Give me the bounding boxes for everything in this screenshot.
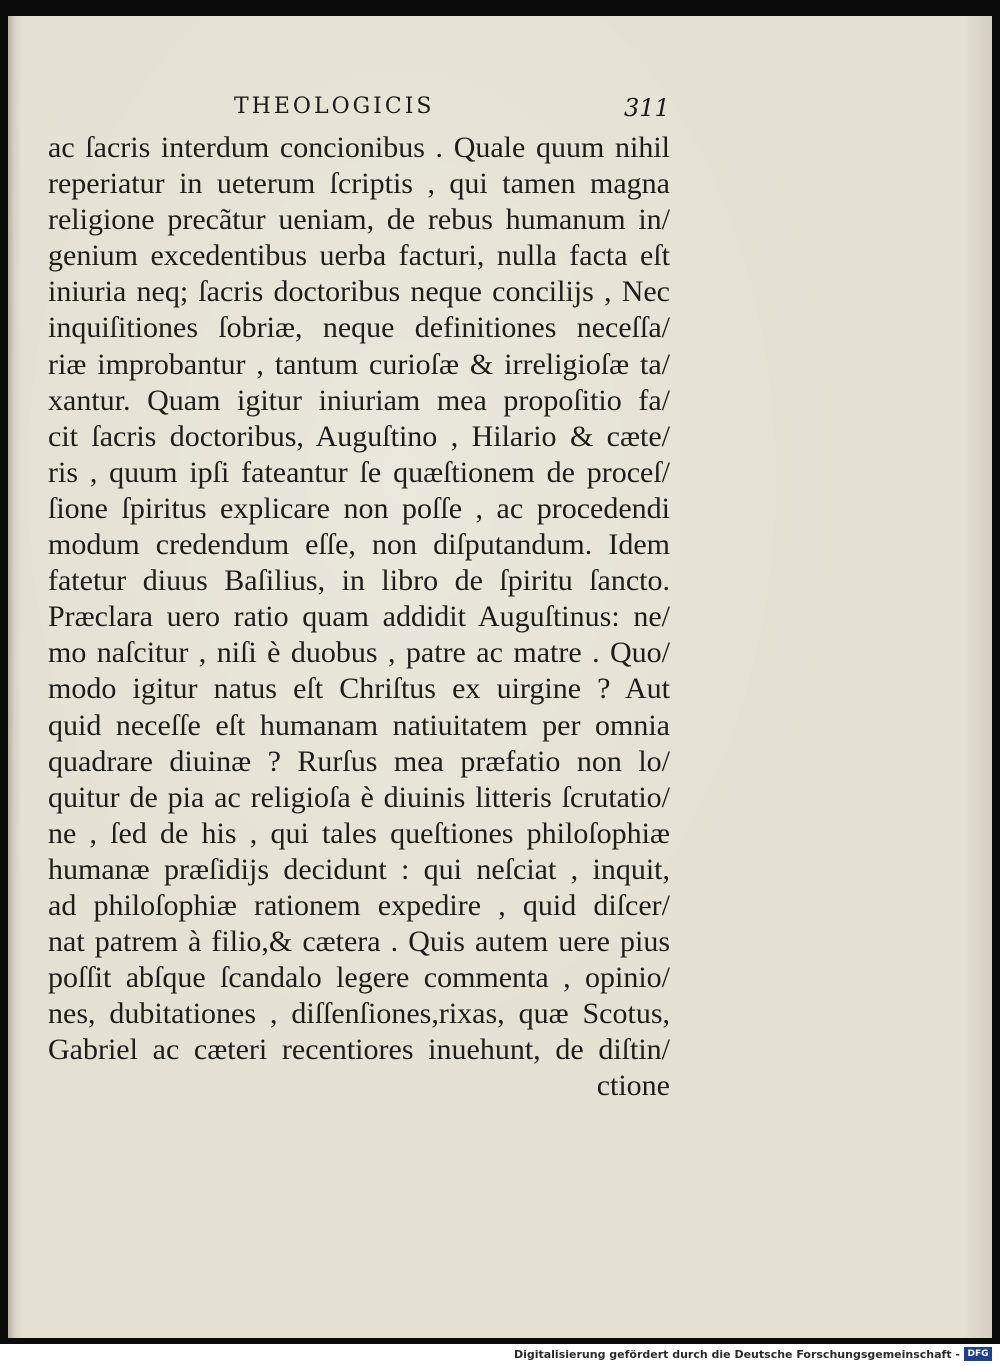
- text-line: ac ſacris interdum concionibus . Quale quum nihil: [48, 131, 670, 164]
- text-line: reperiatur in ueterum ſcriptis , qui tamen magna: [48, 167, 670, 201]
- text-line: Gabriel ac cæteri recentiores inuehunt, de diſtin/: [48, 1033, 670, 1067]
- dfg-logo: DFG: [964, 1347, 992, 1361]
- book-page: [8, 16, 992, 1338]
- running-head: THEOLOGICIS: [234, 94, 435, 119]
- text-line: quitur de pia ac religioſa è diuinis litteris ſcrutatio/: [48, 780, 670, 814]
- text-line: nes, dubitationes , diſſenſiones,rixas, quæ Scotus,: [48, 997, 670, 1031]
- text-line: mo naſcitur , niſi è duobus , patre ac matre . Quo/: [48, 636, 670, 670]
- text-line: modum credendum eſſe, non diſputandum. Idem: [48, 528, 670, 562]
- text-line: religione precãtur ueniam, de rebus humanum in/: [48, 203, 670, 237]
- text-line: quid neceſſe eſt humanam natiuitatem per omnia: [48, 708, 670, 742]
- text-line: Præclara uero ratio quam addidit Auguſtinus: ne/: [48, 600, 670, 634]
- text-line: riæ improbantur , tantum curioſæ & irreligioſæ ta/: [48, 347, 670, 381]
- text-line: poſſit abſque ſcandalo legere commenta , opinio/: [48, 961, 670, 995]
- page-number: 311: [624, 94, 670, 122]
- text-line: ris , quum ipſi fateantur ſe quæſtionem de proceſ/: [48, 455, 670, 489]
- funding-credit: Digitalisierung gefördert durch die Deutsche Forschungsgemeinschaft -: [513, 1348, 960, 1361]
- text-line: modo igitur natus eſt Chriſtus ex uirgine ? Aut: [48, 672, 670, 706]
- footer-bar: [0, 1344, 1000, 1366]
- text-line: quadrare diuinæ ? Rurſus mea præfatio non lo/: [48, 744, 670, 778]
- text-line: ad philoſophiæ rationem expedire , quid diſcer/: [48, 888, 670, 922]
- text-line: ne , ſed de his , qui tales queſtiones philoſophiæ: [48, 816, 670, 850]
- text-line: fatetur diuus Baſilius, in libro de ſpiritu ſancto.: [48, 564, 670, 598]
- text-line: ſione ſpiritus explicare non poſſe , ac procedendi: [48, 491, 670, 525]
- text-line: inquiſitiones ſobriæ, neque definitiones neceſſa/: [48, 311, 670, 345]
- text-line: iniuria neq; ſacris doctoribus neque concilijs , Nec: [48, 275, 670, 309]
- text-line: cit ſacris doctoribus, Auguſtino , Hilario & cæte/: [48, 419, 670, 453]
- text-line: humanæ præſidijs decidunt : qui neſciat , inquit,: [48, 852, 670, 886]
- page-gutter-shadow: [8, 16, 14, 1338]
- text-line: genium excedentibus uerba facturi, nulla facta eſt: [48, 239, 670, 273]
- catchword: ctione: [596, 1069, 670, 1103]
- body-text: [48, 130, 670, 1105]
- text-line: xantur. Quam igitur iniuriam mea propoſitio fa/: [48, 383, 670, 417]
- text-line: nat patrem à filio,& cætera . Quis autem uere pius: [48, 925, 670, 959]
